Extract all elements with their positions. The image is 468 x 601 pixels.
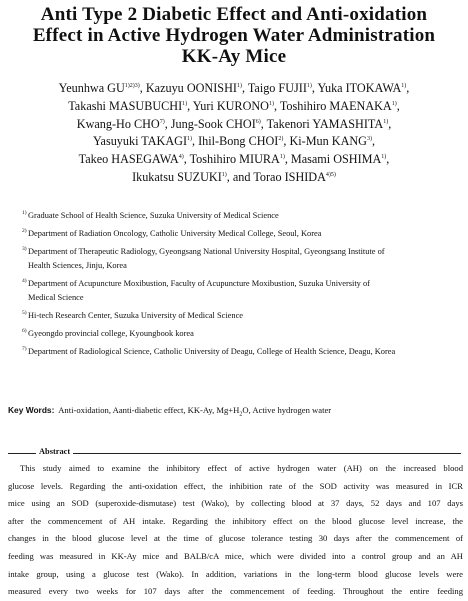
author-affiliation-mark: 1)	[268, 100, 274, 107]
keywords-text-after: O, Active hydrogen water	[242, 405, 332, 415]
affiliation-text: Gyeongdo provincial college, Kyoungbook korea	[28, 329, 194, 338]
author-separator: , and	[226, 169, 254, 184]
affiliation-item	[22, 309, 454, 323]
author-separator: ,	[187, 98, 193, 113]
author-affiliation-mark: 3)	[366, 136, 372, 143]
author-name: Ihil-Bong CHOI	[198, 134, 279, 149]
abstract-line: measured every two weeks for 107 days after the commencement of feeding. Throughout the entire feeding	[8, 586, 463, 597]
author-name: Yasuyuki TAKAGI	[92, 134, 188, 149]
author-affiliation-mark: 1)	[401, 83, 407, 89]
affiliation-item	[22, 245, 454, 273]
author-separator: ,	[273, 98, 280, 113]
abstract-body	[8, 460, 463, 601]
author-name: Yuri KURONO	[192, 98, 269, 113]
author-separator: ,	[396, 98, 400, 113]
abstract-divider	[8, 453, 461, 454]
author-affiliation-mark: 1)	[236, 83, 242, 89]
affiliation-number: 4)	[22, 278, 27, 284]
affiliation-text: Hi-tech Research Center, Suzuka University of Medical Science	[28, 311, 244, 320]
author-separator: ,	[164, 116, 171, 131]
author-name: Jung-Sook CHOI	[170, 116, 256, 131]
affiliation-number: 3)	[22, 246, 27, 252]
title-line-1: Anti Type 2 Diabetic Effect and Anti-oxidation	[40, 4, 428, 25]
author-line	[0, 80, 468, 98]
keywords-text-before: Anti-oxidation, Aanti-diabetic effect, KK-Ay, Mg+H	[58, 405, 240, 415]
abstract-line: mice using an SOD (superoxide-dismutase) test (Wako), by collecting blood at 37 days, 52 days and 107 days	[8, 498, 463, 509]
keywords	[8, 405, 463, 418]
author-separator: ,	[371, 134, 376, 149]
affiliation-list	[22, 209, 454, 359]
author-name: Ikukatsu SUZUKI	[132, 169, 222, 184]
abstract-line: intake group, using a glucose test (Wako). In addition, variations in the long-term blood glucose levels were	[8, 568, 463, 579]
author-separator: ,	[183, 152, 190, 167]
author-affiliation-mark: 1)	[182, 100, 188, 107]
affiliation-number: 6)	[22, 328, 27, 334]
affiliation-item	[22, 327, 454, 341]
affiliation-text: Health Sciences, Jinju, Korea	[28, 261, 127, 270]
affiliation-item	[22, 209, 454, 223]
affiliation-number: 1)	[22, 210, 27, 216]
author-affiliation-mark: 1)	[306, 83, 312, 89]
author-name: Takeo HASEGAWA	[78, 152, 179, 167]
author-affiliation-mark: 1)	[279, 154, 285, 161]
author-separator: ,	[388, 116, 392, 131]
abstract-line: after the commencement of AH intake. Regarding the inhibitory effect on the blood glucose level increase, the	[8, 515, 463, 526]
author-separator: ,	[192, 134, 199, 149]
author-line	[0, 169, 468, 187]
author-affiliation-mark: 7)	[159, 118, 165, 125]
affiliation-text: Medical Science	[28, 293, 84, 302]
affiliation-text: Department of Therapeutic Radiology, Gyeongsang National University Hospital, Gyeongsang Institute of	[28, 247, 385, 256]
author-name: Kazuyu OONISHI	[145, 81, 237, 95]
author-name: Kwang-Ho CHO	[76, 116, 160, 131]
affiliation-item	[22, 345, 454, 359]
keywords-label: Key Words:	[8, 405, 55, 415]
author-name: Yuka ITOKAWA	[317, 81, 402, 95]
keywords-subscript: 2	[239, 411, 243, 418]
affiliation-number: 5)	[22, 310, 27, 316]
author-name: Torao ISHIDA	[253, 169, 326, 184]
author-name: Taigo FUJII	[247, 81, 307, 95]
author-separator: ,	[241, 81, 248, 95]
affiliation-text: Graduate School of Health Science, Suzuka University of Medical Science	[28, 211, 279, 220]
author-affiliation-mark: 1)	[381, 154, 387, 161]
abstract-line: This study aimed to examine the inhibitory effect of active hydrogen water (AH) on the increased blood	[20, 463, 463, 473]
abstract-line: changes in the blood glucose level at the time of glucose tolerance testing 30 days after the commencement of	[8, 533, 463, 544]
author-affiliation-mark: 6)	[255, 118, 261, 125]
abstract-label: Abstract	[36, 446, 73, 458]
author-list	[0, 80, 468, 187]
author-separator: ,	[283, 134, 290, 149]
affiliation-text: Department of Acupuncture Moxibustion, Faculty of Acupuncture Moxibustion, Suzuka University of	[28, 279, 370, 288]
abstract-line: feeding was measured in KK-Ay mice and BALB/cA mice, which were divided into a control group and an AH	[8, 550, 463, 561]
author-affiliation-mark: 1)	[383, 118, 389, 125]
author-name: Takenori YAMASHITA	[266, 116, 384, 131]
author-separator: ,	[139, 81, 146, 95]
author-separator: ,	[406, 81, 410, 95]
author-separator: ,	[260, 116, 267, 131]
author-line	[0, 133, 468, 151]
author-affiliation-mark: 4)5)	[325, 171, 336, 178]
abstract-line: glucose levels. Regarding the anti-oxidation effect, the inhibition rate of the SOD activity was measured in ICR	[8, 480, 463, 491]
author-affiliation-mark: 2)	[278, 136, 284, 143]
author-affiliation-mark: 4)	[178, 154, 184, 161]
affiliation-item	[22, 227, 454, 241]
author-affiliation-mark: 1)	[391, 100, 397, 107]
affiliation-item	[22, 277, 454, 305]
title-line-3: KK-Ay Mice	[181, 46, 287, 67]
affiliation-number: 7)	[22, 346, 27, 352]
author-name: Masami OSHIMA	[290, 152, 382, 167]
author-line	[0, 98, 468, 116]
author-name: Toshihiro MAENAKA	[279, 98, 392, 113]
author-affiliation-mark: 1)2)3)	[124, 83, 140, 89]
author-separator: ,	[386, 152, 390, 167]
author-separator: ,	[284, 152, 291, 167]
affiliation-text: Department of Radiological Science, Catholic University of Deagu, College of Health Science, Deagu, Korea	[28, 347, 396, 356]
author-name: Takashi MASUBUCHI	[68, 98, 183, 113]
author-affiliation-mark: 1)	[221, 171, 227, 178]
author-affiliation-mark: 1)	[187, 136, 193, 143]
paper-title	[0, 4, 468, 67]
author-name: Toshihiro MIURA	[189, 152, 280, 167]
affiliation-number: 2)	[22, 228, 27, 234]
author-line	[0, 116, 468, 134]
affiliation-text: Department of Radiation Oncology, Catholic University Medical College, Seoul, Korea	[28, 229, 322, 238]
author-name: Yeunhwa GU	[58, 81, 125, 95]
title-line-2: Effect in Active Hydrogen Water Administration	[32, 25, 436, 46]
author-line	[0, 151, 468, 169]
author-name: Ki-Mun KANG	[289, 134, 367, 149]
author-separator: ,	[311, 81, 318, 95]
